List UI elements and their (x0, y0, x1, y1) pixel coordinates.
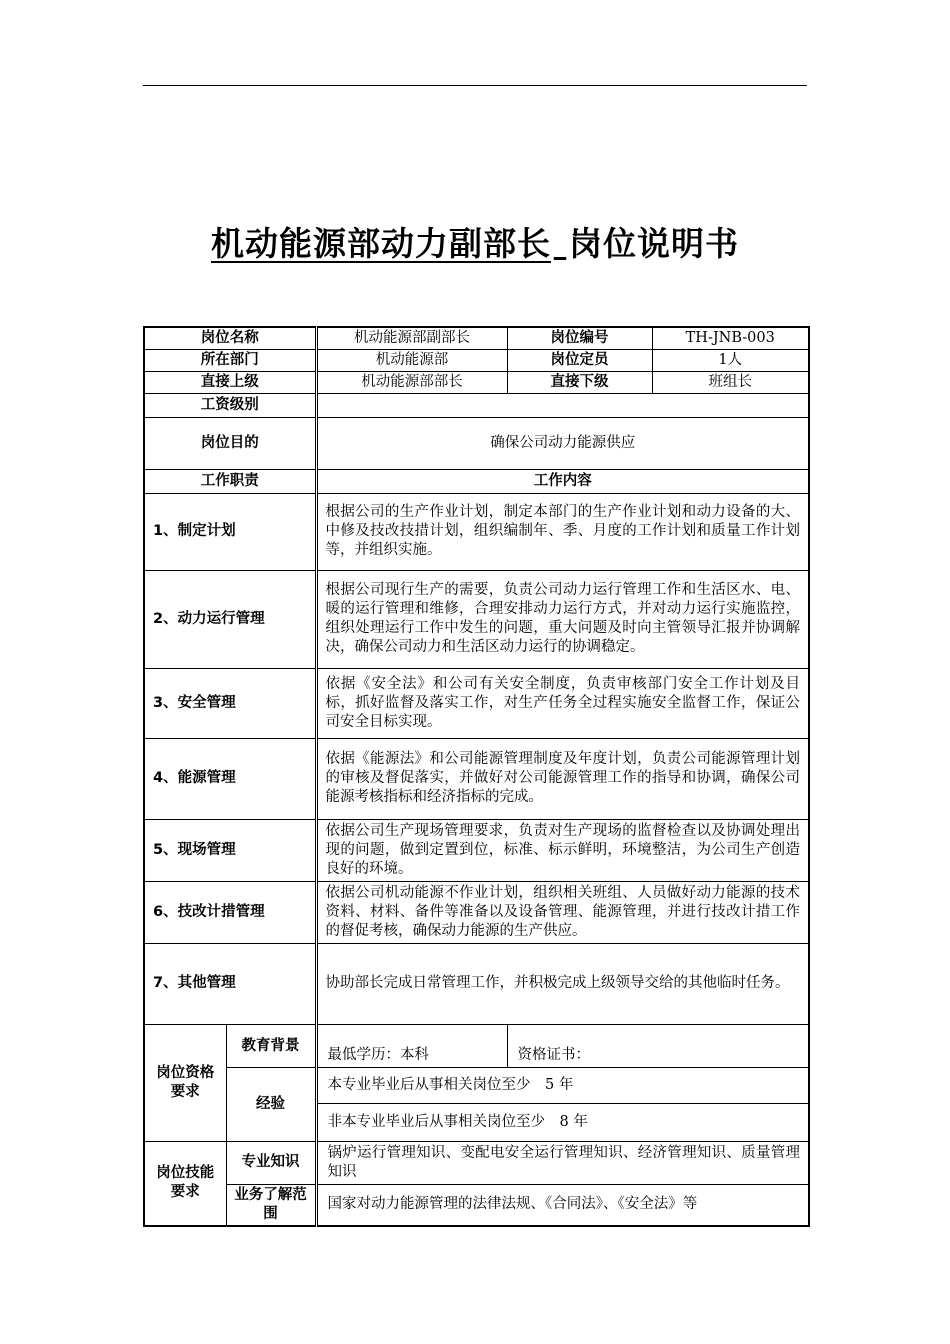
duty-row (144, 668, 809, 738)
duty-name: 7、其他管理 (144, 943, 316, 1024)
duty-content: 依据《安全法》和公司有关安全制度，负责审核部门安全工作计划及目标，抓好监督及落实工作，对生产任务全过程实施安全监督工作，保证公司安全目标实现。 (316, 668, 809, 738)
duty-content: 依据公司机动能源不作业计划，组织相关班组、人员做好动力能源的技术资料、材料、备件等准备以及设备管理、能源管理，并进行技改计措工作的督促考核，确保动力能源的生产供应。 (316, 881, 809, 943)
education-value: 最低学历：本科 (316, 1024, 507, 1067)
duty-row (144, 493, 809, 570)
knowledge-label: 专业知识 (226, 1141, 316, 1184)
row-superior (144, 371, 809, 393)
duty-name: 4、能源管理 (144, 738, 316, 819)
duty-content: 依据《能源法》和公司能源管理制度及年度计划，负责公司能源管理计划的审核及督促落实，并做好对公司能源管理工作的指导和协调，确保公司能源考核指标和经济指标的完成。 (316, 738, 809, 819)
salary-label: 工资级别 (144, 393, 316, 417)
position-code-value: TH-JNB-003 (652, 327, 809, 349)
job-description-table (143, 326, 810, 1227)
row-position-name (144, 327, 809, 349)
title-suffix: 岗位说明书 (569, 224, 739, 263)
duties-header-left: 工作职责 (144, 469, 316, 493)
duty-row (144, 881, 809, 943)
row-experience-1 (144, 1067, 809, 1103)
headcount-label: 岗位定员 (507, 349, 652, 371)
row-purpose (144, 417, 809, 469)
certificate-value: 资格证书： (507, 1024, 809, 1067)
duty-content: 协助部长完成日常管理工作，并积极完成上级领导交给的其他临时任务。 (316, 943, 809, 1024)
department-label: 所在部门 (144, 349, 316, 371)
duty-name: 2、动力运行管理 (144, 570, 316, 668)
duty-name: 5、现场管理 (144, 819, 316, 881)
duty-row (144, 570, 809, 668)
row-duties-header (144, 469, 809, 493)
education-label: 教育背景 (226, 1024, 316, 1067)
row-scope (144, 1184, 809, 1226)
experience-label: 经验 (226, 1067, 316, 1141)
top-rule (143, 85, 807, 86)
position-code-label: 岗位编号 (507, 327, 652, 349)
subordinate-value: 班组长 (652, 371, 809, 393)
duty-row (144, 819, 809, 881)
superior-value: 机动能源部部长 (316, 371, 507, 393)
duty-content: 根据公司现行生产的需要，负责公司动力运行管理工作和生活区水、电、暖的运行管理和维修，合理安排动力运行方式，并对动力运行实施监控，组织处理运行工作中发生的问题，重大问题及时向主管领导汇报并协调解决，确保公司动力和生活区动力运行的协调稳定。 (316, 570, 809, 668)
qualification-label: 岗位资格要求 (144, 1024, 226, 1141)
duty-row (144, 943, 809, 1024)
row-education (144, 1024, 809, 1067)
duty-content: 依据公司生产现场管理要求，负责对生产现场的监督检查以及协调处理出现的问题，做到定置到位，标准、标示鲜明，环境整洁，为公司生产创造良好的环境。 (316, 819, 809, 881)
scope-value: 国家对动力能源管理的法律法规、《合同法》、《安全法》等 (316, 1184, 809, 1226)
page-title (0, 218, 950, 265)
position-name-label: 岗位名称 (144, 327, 316, 349)
position-name-value: 机动能源部副部长 (316, 327, 507, 349)
superior-label: 直接上级 (144, 371, 316, 393)
row-salary (144, 393, 809, 417)
duty-content: 根据公司的生产作业计划，制定本部门的生产作业计划和动力设备的大、中修及技改技措计划，组织编制年、季、月度的工作计划和质量工作计划等，并组织实施。 (316, 493, 809, 570)
title-main: 机动能源部动力副部长 (211, 224, 551, 263)
row-knowledge (144, 1141, 809, 1184)
scope-label: 业务了解范围 (226, 1184, 316, 1226)
department-value: 机动能源部 (316, 349, 507, 371)
salary-value (316, 393, 809, 417)
skills-label: 岗位技能要求 (144, 1141, 226, 1226)
subordinate-label: 直接下级 (507, 371, 652, 393)
duty-name: 6、技改计措管理 (144, 881, 316, 943)
duty-row (144, 738, 809, 819)
purpose-label: 岗位目的 (144, 417, 316, 469)
headcount-value: 1人 (652, 349, 809, 371)
row-department (144, 349, 809, 371)
duty-name: 3、安全管理 (144, 668, 316, 738)
knowledge-value: 锅炉运行管理知识、变配电安全运行管理知识、经济管理知识、质量管理知识 (316, 1141, 809, 1184)
experience-1: 本专业毕业后从事相关岗位至少 5 年 (316, 1067, 809, 1103)
purpose-value: 确保公司动力能源供应 (316, 417, 809, 469)
duty-name: 1、制定计划 (144, 493, 316, 570)
duties-header-right: 工作内容 (316, 469, 809, 493)
experience-2: 非本专业毕业后从事相关岗位至少 8 年 (316, 1103, 809, 1141)
